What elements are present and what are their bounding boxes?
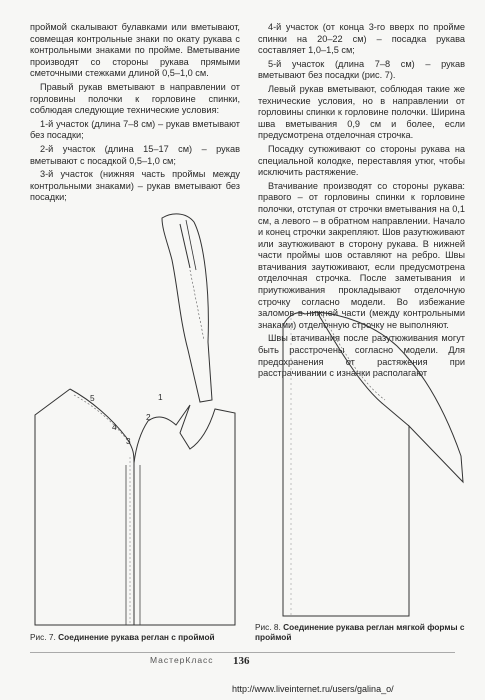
figure-7-caption-prefix: Рис. 7.: [30, 632, 56, 642]
figure-7-label: 1: [158, 392, 163, 402]
paragraph: 1-й участок (длина 7–8 см) – рукав вметывают без посадки;: [30, 118, 240, 141]
figure-7-label: 5: [90, 393, 95, 403]
paragraph: 4-й участок (от конца 3-го вверх по пройме спинки на 20–22 см) – посадка рукава составляет 1,0–1,5 см;: [258, 22, 465, 56]
page-number: 136: [233, 655, 250, 667]
paragraph: проймой скалывают булавками или вметывают, совмещая контрольные знаки по окату рукава с контрольными знаками по пройме. Вметывание производят со стороны рукава прямыми сметочными стежками длиной 0,5–1,0 см.: [30, 22, 240, 79]
figure-8-caption: [255, 622, 465, 642]
paragraph: 5-й участок (длина 7–8 см) – рукав вметывают без посадки (рис. 7).: [258, 58, 465, 81]
figure-7-caption-title: Соединение рукава реглан с проймой: [58, 632, 215, 642]
paragraph: Втачивание производят со стороны рукава: правого – от горловины спинки к горловине полочки, отступая от строчки вметывания на 0,1 см, а левого – в обратном направлении. Начало и конец строчки закрепляют. Шов разутюживают или заутюживают в сторону рукава. В нижней части проймы шов оставляют на ребро. Швы втачивания заутюживают, если предусмотрена отделочная строчка. После заметывания и приутюживания прокладывают отделочную строчку согласно модели. Во избежание заломов в нижней части (между контрольными знаками) отделочную строчку не выполняют.: [258, 180, 465, 330]
footer-divider: [30, 652, 455, 653]
paragraph: 2-й участок (длина 15–17 см) – рукав вметывают с посадкой 0,5–1,0 см;: [30, 143, 240, 166]
figure-8-caption-title: Соединение рукава реглан мягкой формы с проймой: [255, 622, 465, 642]
paragraph: 3-й участок (нижняя часть проймы между контрольными знаками) – рукав вметывают без посадки;: [30, 169, 240, 203]
paragraph: Правый рукав вметывают в направлении от горловины полочки к горловине спинки, соблюдая следующие технические условия:: [30, 81, 240, 116]
figure-8-caption-prefix: Рис. 8.: [255, 622, 281, 632]
paragraph: Посадку сутюживают со стороны рукава на специальной колодке, переставляя утюг, чтобы исключить растяжение.: [258, 143, 465, 178]
paragraph: Левый рукав вметывают, соблюдая такие же технические условия, но в направлении от горловины спинки к горловине полочки. Ширина шва вметывания 0,9 см и более, если предусмотрена отделочная строчка.: [258, 83, 465, 141]
magazine-name: МастерКласс: [150, 655, 214, 665]
figure-7-label: 2: [146, 412, 151, 422]
figure-7-garment-drawing: [30, 385, 245, 630]
figure-7-sleeve-drawing: [150, 210, 240, 410]
paragraph: Швы втачивания после разутюживания могут быть расстрочены согласно модели. Для предохранения от растяжения при расстрачивании с изнанки располагают: [258, 333, 465, 379]
figure-7-caption: [30, 632, 250, 642]
source-url-watermark[interactable]: http://www.liveinternet.ru/users/galina_o/: [232, 684, 394, 694]
left-text-column: [30, 22, 240, 206]
figure-7-label: 3: [126, 436, 131, 446]
figure-7-label: 4: [112, 422, 117, 432]
figure-8-garment-drawing: [277, 306, 467, 618]
